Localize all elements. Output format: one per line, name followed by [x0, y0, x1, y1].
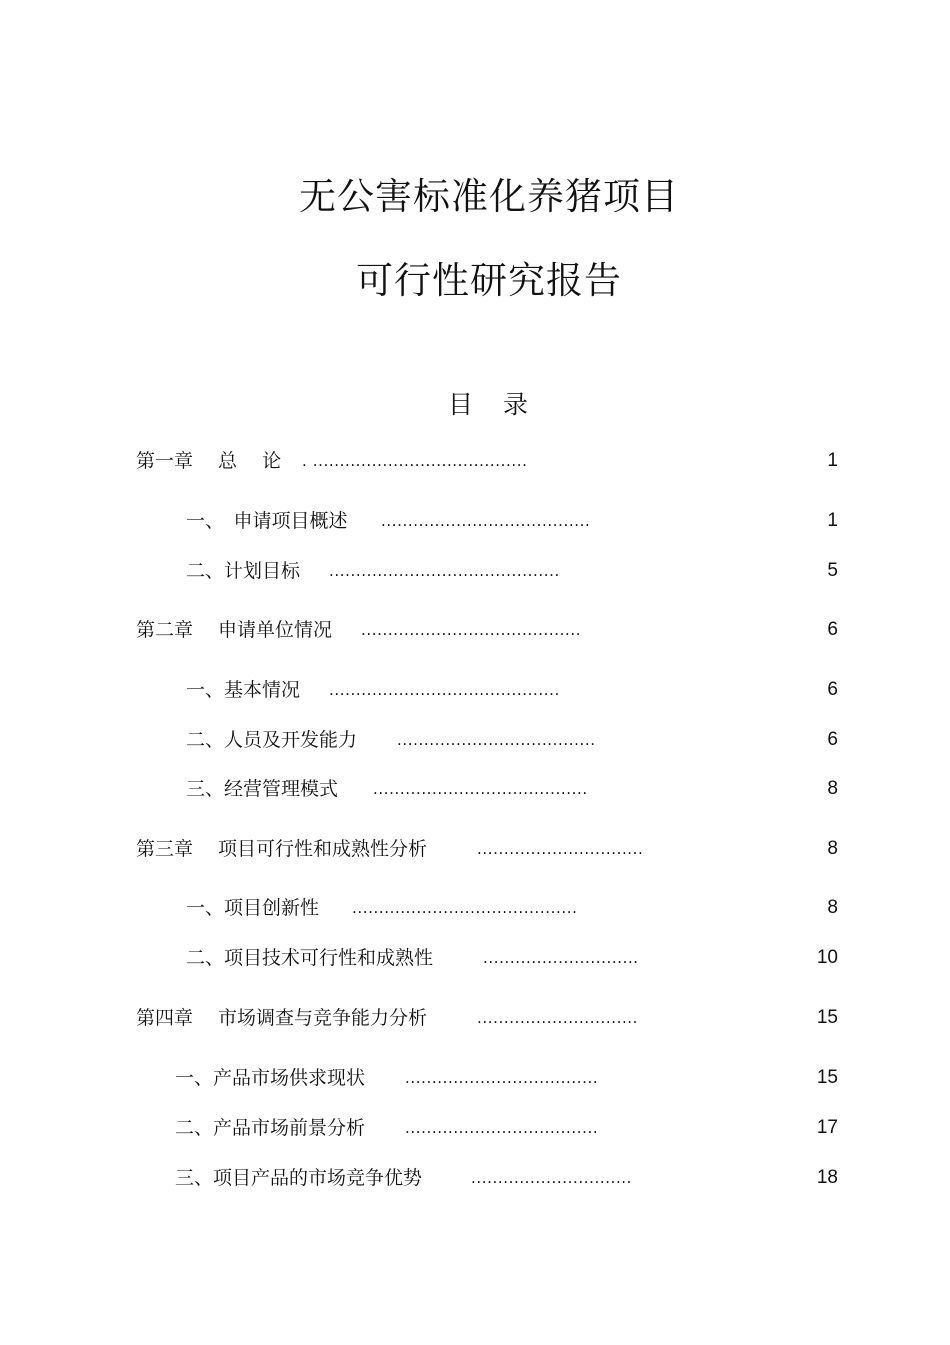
toc-leader-dots: ............................... [477, 840, 644, 858]
toc-page-number: 1 [827, 510, 838, 531]
toc-entry-title: 一、基本情况 [186, 679, 301, 701]
toc-entry[interactable] [186, 678, 838, 702]
toc-entry-title: 第一章 总 论 [136, 450, 282, 472]
toc-entry[interactable] [186, 777, 838, 801]
toc-page-number: 8 [827, 778, 838, 799]
toc-leader-dots: ............................. [483, 949, 639, 967]
toc-entry-title: 二、计划目标 [186, 560, 301, 582]
toc-page-number: 5 [827, 560, 838, 581]
toc-leader-dots: ........................................... [329, 681, 560, 699]
toc-page-number: 18 [816, 1167, 838, 1188]
toc-leader-dots: .............................. [471, 1169, 633, 1187]
document-title: 无公害标准化养猪项目 [299, 175, 679, 218]
toc-page-number: 8 [827, 838, 838, 859]
toc-page-number: 15 [816, 1067, 838, 1088]
toc-entry[interactable] [175, 1166, 838, 1190]
toc-entry[interactable] [136, 837, 838, 861]
toc-leader-dots: ........................................... [329, 562, 560, 580]
toc-leader-dots: . ........................................ [302, 452, 528, 470]
toc-entry-title: 三、经营管理模式 [186, 778, 339, 800]
toc-entry[interactable] [186, 559, 838, 583]
toc-page-number: 6 [827, 729, 838, 750]
toc-entry-title: 二、人员及开发能力 [186, 729, 358, 751]
toc-entry-title: 二、产品市场前景分析 [175, 1117, 366, 1139]
toc-entry-title: 一、产品市场供求现状 [175, 1067, 366, 1089]
toc-leader-dots: ..................................... [397, 731, 596, 749]
toc-entry[interactable] [136, 618, 838, 642]
toc-entry-title: 一、项目创新性 [186, 897, 320, 919]
toc-leader-dots: .............................. [477, 1009, 639, 1027]
toc-entry[interactable] [136, 449, 838, 473]
document-subtitle: 可行性研究报告 [356, 259, 622, 302]
toc-entry[interactable] [175, 1066, 838, 1090]
toc-entry-title: 一、 申请项目概述 [186, 510, 348, 532]
toc-entry[interactable] [136, 1006, 838, 1030]
toc-leader-dots: .......................................... [352, 899, 578, 917]
toc-leader-dots: ......................................... [361, 621, 582, 639]
toc-entry[interactable] [186, 896, 838, 920]
toc-page-number: 1 [827, 450, 838, 471]
toc-entry[interactable] [186, 728, 838, 752]
toc-leader-dots: ........................................ [373, 780, 588, 798]
toc-page-number: 6 [827, 619, 838, 640]
toc-page-number: 8 [827, 897, 838, 918]
toc-leader-dots: .................................... [405, 1069, 599, 1087]
toc-leader-dots: ....................................... [381, 512, 591, 530]
toc-entry[interactable] [186, 509, 838, 533]
toc-entry[interactable] [175, 1116, 838, 1140]
toc-heading: 目录 [447, 390, 558, 419]
toc-entry[interactable] [186, 946, 838, 970]
toc-entry-title: 二、项目技术可行性和成熟性 [186, 947, 434, 969]
toc-page-number: 10 [816, 947, 838, 968]
toc-entry-title: 三、项目产品的市场竞争优势 [175, 1167, 423, 1189]
toc-leader-dots: .................................... [405, 1119, 599, 1137]
toc-entry-title: 第三章 项目可行性和成熟性分析 [136, 838, 428, 860]
toc-page-number: 6 [827, 679, 838, 700]
toc-page-number: 15 [816, 1007, 838, 1028]
toc-entry-title: 第二章 申请单位情况 [136, 619, 333, 641]
toc-page-number: 17 [816, 1117, 838, 1138]
toc-entry-title: 第四章 市场调查与竞争能力分析 [136, 1007, 428, 1029]
